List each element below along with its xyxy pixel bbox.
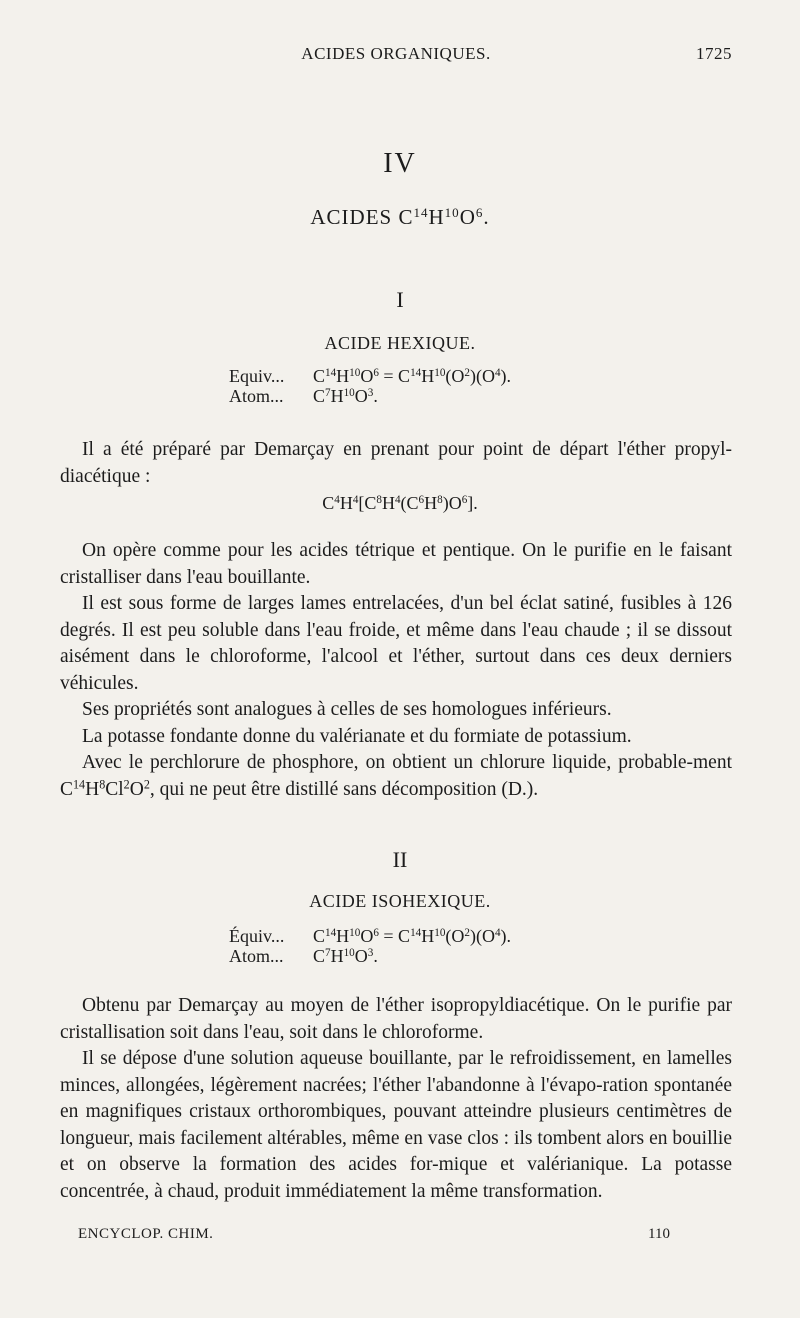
acid2-atom-row: [229, 946, 511, 966]
acid1-roman-numeral: I: [396, 287, 404, 312]
section-roman-numeral: IV: [383, 148, 417, 179]
acid2-body: [60, 993, 732, 1205]
acid2-roman-numeral: II: [392, 847, 408, 872]
acid2-equiv-row: [229, 926, 511, 946]
acid1-equiv-label: Equiv...: [229, 366, 285, 386]
acid1-atom-label: Atom...: [229, 386, 284, 406]
section-title: ACIDES $C^{14}H^{10}O^6$.: [310, 204, 490, 229]
acid2-title: ACIDE ISOHEXIQUE.: [309, 891, 491, 911]
acid1-formulas: [229, 366, 511, 406]
ether-formula: $C^4H^4[C^8H^4(C^6H^8)O^6]$.: [322, 493, 478, 513]
acid1-prep-text: Il a été préparé par Demarçay en prenant pour point de départ l'éther propyl-diacétique :: [60, 439, 732, 487]
acid2-equiv-formula: $C^{14}H^{10}O^6 = C^{14}H^{10}(O^2)(O^4)$.: [313, 926, 512, 946]
acid1-form-text: Il est sous forme de larges lames entrelacées, d'un bel éclat satiné, fusibles à 126 degrés. Il est peu soluble dans l'eau froide, et même dans l'eau chaude ; il se dissout aisément dans le chloroforme, l'alcool et l'éther, surtout dans ces deux derniers véhicules.: [60, 593, 732, 694]
running-head: [60, 44, 732, 68]
footer-encyclopedia: ENCYCLOP. CHIM.: [78, 1226, 214, 1242]
acid1-equiv-row: [229, 366, 511, 386]
acid1-atom-formula: $C^7H^{10}O^3$.: [313, 386, 378, 406]
acid2-atom-label: Atom...: [229, 946, 284, 966]
page-number: 1725: [696, 44, 732, 63]
acid1-title: ACIDE HEXIQUE.: [324, 333, 476, 353]
acid2-deposit-text: Il se dépose d'une solution aqueuse bouillante, par le refroidissement, en lamelles minces, allongées, légèrement nacrées; l'éther l'abandonne à l'évapo-ration spontanée en magnifiques cristaux orthorombiques, pouvant atteindre plusieurs centimètres de longueur, mais facilement altérables, même en vase clos : ils tombent alors en bouillie et on observe la formation des acides for-mique et valérianique. La potasse concentrée, à chaud, produit immédiatement la même transformation.: [60, 1048, 732, 1202]
acid1-atom-row: [229, 386, 511, 406]
acid1-prep-paragraph: [60, 437, 732, 490]
footer-signature-number: 110: [648, 1226, 670, 1242]
acid2-atom-formula: $C^7H^{10}O^3$.: [313, 946, 378, 966]
acid2-formulas: [229, 926, 511, 966]
acid1-body: [60, 538, 732, 803]
acid2-obtained-text: Obtenu par Demarçay au moyen de l'éther isopropyldiacétique. On le purifie par cristallisation soit dans l'eau, soit dans le chloroforme.: [60, 995, 732, 1043]
acid1-perchloride-text: Avec le perchlorure de phosphore, on obtient un chlorure liquide, probable-ment $C^{14}H^8Cl^2O^2$, qui ne peut être distillé sans décomposition (D.).: [60, 752, 732, 800]
acid1-potash-text: La potasse fondante donne du valérianate et du formiate de potassium.: [82, 725, 632, 747]
acid1-properties-text: Ses propriétés sont analogues à celles de ses homologues inférieurs.: [82, 699, 612, 720]
acid2-equiv-label: Équiv...: [229, 926, 285, 946]
acid1-crystallisation-text: On opère comme pour les acides tétrique et pentique. On le purifie en le faisant cristalliser dans l'eau bouillante.: [60, 540, 732, 588]
running-head-title: ACIDES ORGANIQUES.: [301, 44, 491, 63]
acid1-equiv-formula: $C^{14}H^{10}O^6 = C^{14}H^{10}(O^2)(O^4)$.: [313, 366, 512, 386]
